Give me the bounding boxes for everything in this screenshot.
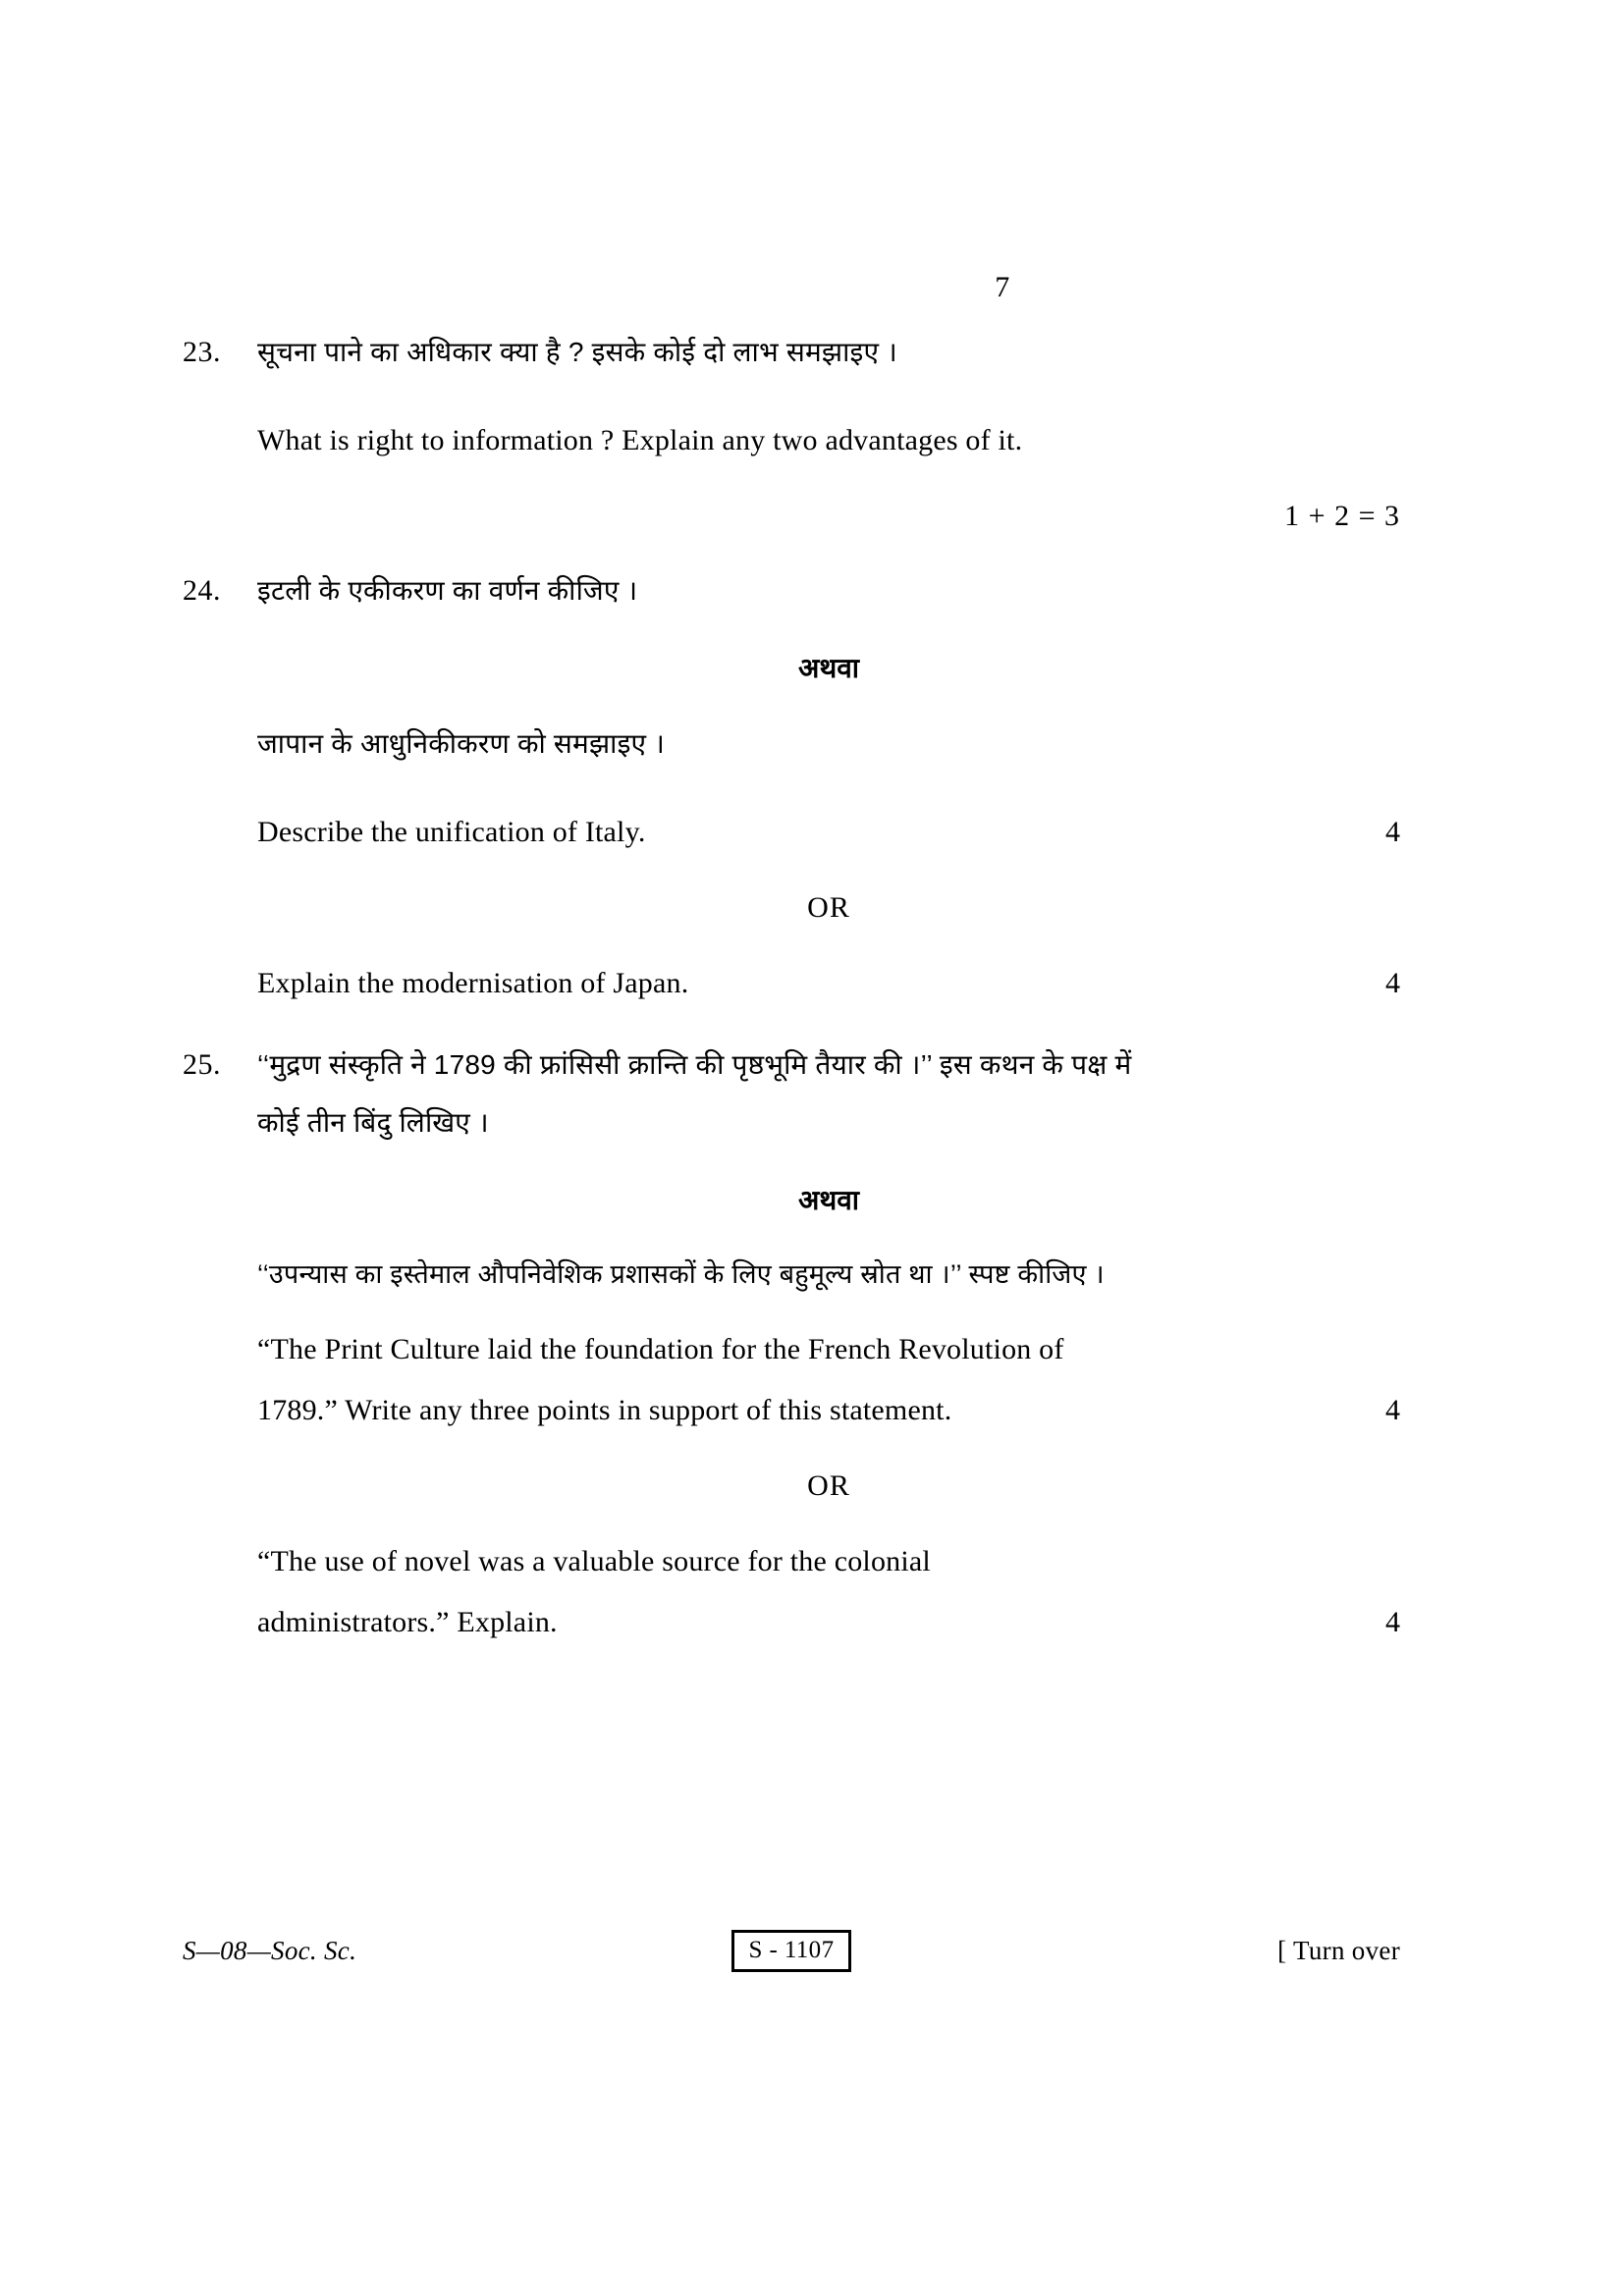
question-24-english-alt-row xyxy=(257,960,1400,1007)
question-25-english-alt-line-1: “The use of novel was a valuable source for the colonial xyxy=(257,1544,931,1577)
question-25-english-line-1: “The Print Culture laid the foundation for the French Revolution of xyxy=(257,1332,1064,1365)
question-25-english-alt-line-2-row xyxy=(257,1599,1400,1646)
question-25-hindi-line-2: कोई तीन बिंदु लिखिए । xyxy=(257,1107,489,1139)
paper-code-box: S - 1107 xyxy=(731,1930,850,1972)
footer-turn-over: [ Turn over xyxy=(1277,1936,1400,1965)
question-24-english-alt-marks: 4 xyxy=(1385,967,1400,1000)
question-23 xyxy=(183,330,1400,533)
question-25-english-alt-marks: 4 xyxy=(1385,1605,1400,1638)
question-25-athava-label: अथवा xyxy=(797,1184,860,1215)
question-25-hindi-line-1: ‘‘मुद्रण संस्कृति ने 1789 की फ्रांसिसी क्रान्ति की पृष्ठभूमि तैयार की ।’’ इस कथन के पक्ष में xyxy=(257,1049,1132,1081)
question-23-hindi: सूचना पाने का अधिकार क्या है ? इसके कोई दो लाभ समझाइए । xyxy=(257,337,897,367)
question-23-english: What is right to information ? Explain any two advantages of it. xyxy=(257,424,1023,457)
page-footer xyxy=(183,1936,1400,1966)
footer-code-wrapper xyxy=(183,1930,1400,1972)
question-24-hindi-alt: जापान के आधुनिकीकरण को समझाइए । xyxy=(257,727,666,759)
question-24-or-label: OR xyxy=(807,891,850,925)
question-25-english-line-2-row xyxy=(257,1387,1400,1434)
question-23-number: 23. xyxy=(183,336,221,368)
question-25-or-label: OR xyxy=(807,1468,850,1502)
question-25-english-alt-line-2: administrators.” Explain. xyxy=(257,1605,558,1638)
page-number: 7 xyxy=(995,271,1010,303)
question-24 xyxy=(183,568,1400,1007)
question-24-athava-label: अथवा xyxy=(797,652,860,683)
question-25-english-marks: 4 xyxy=(1385,1393,1400,1426)
question-25-english-line-2: 1789.” Write any three points in support of this statement. xyxy=(257,1393,952,1426)
question-24-english-alt: Explain the modernisation of Japan. xyxy=(257,967,689,1000)
question-24-english: Describe the unification of Italy. xyxy=(257,816,646,849)
question-24-english-row xyxy=(257,809,1400,856)
question-24-english-marks: 4 xyxy=(1385,816,1400,849)
question-25 xyxy=(183,1042,1400,1645)
question-24-number: 24. xyxy=(183,574,221,608)
page-content xyxy=(183,271,1400,1646)
question-24-hindi: इटली के एकीकरण का वर्णन कीजिए । xyxy=(257,575,638,607)
question-25-number: 25. xyxy=(183,1048,221,1082)
question-23-marks: 1 + 2 = 3 xyxy=(1284,500,1400,533)
question-25-hindi-alt: ‘‘उपन्यास का इस्तेमाल औपनिवेशिक प्रशासकों के लिए बहुमूल्य स्रोत था ।’’ स्पष्ट कीजिए । xyxy=(257,1258,1105,1289)
footer-subject-code: S—08—Soc. Sc. xyxy=(183,1936,357,1965)
